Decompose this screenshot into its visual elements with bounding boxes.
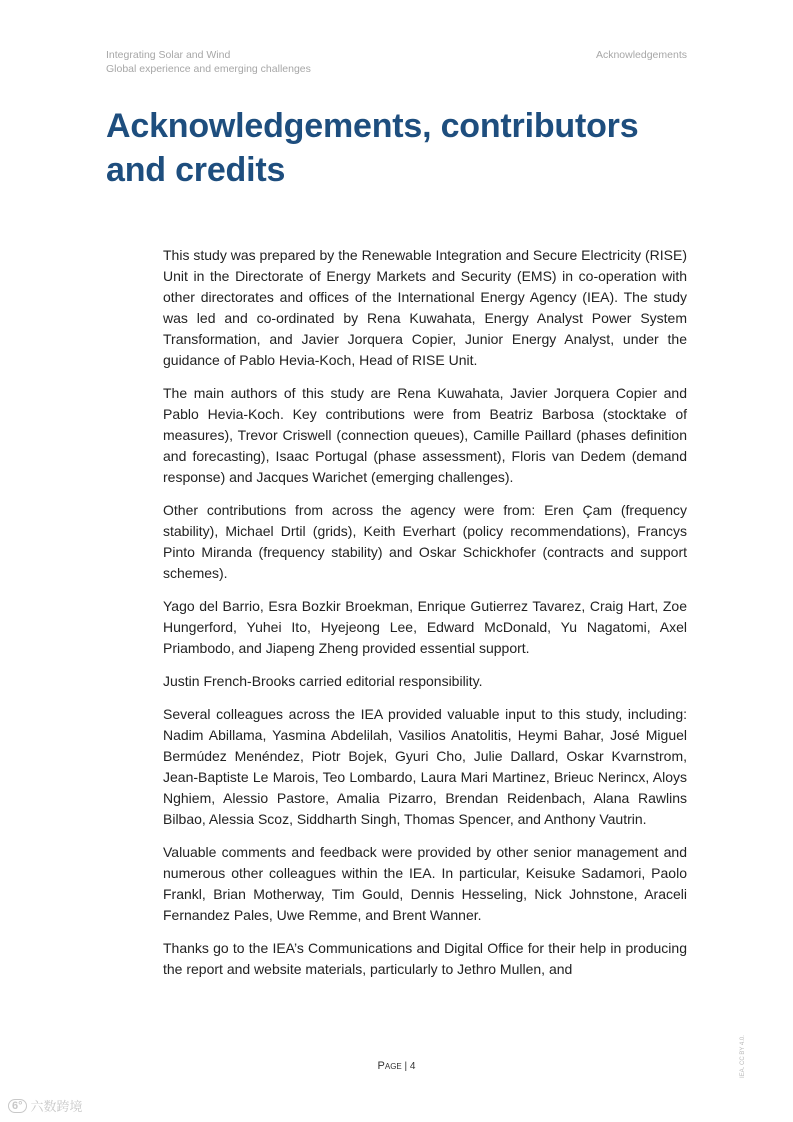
- license-note: IEA. CC BY 4.0.: [740, 1035, 746, 1078]
- page-number-footer: [0, 1060, 793, 1072]
- watermark-text: 六数跨境: [30, 1099, 83, 1114]
- paragraph-comments-feedback: Valuable comments and feedback were provided by other senior management and numerous other colleagues within the IEA. In particular, Keisuke Sadamori, Paolo Frankl, Brian Motherway, Tim Gould, Dennis Hesseling, Nick Johnstone, Araceli Fernandez Pales, Uwe Remme, and Brent Wanner.: [163, 844, 687, 923]
- paragraph-colleagues-input: Several colleagues across the IEA provided valuable input to this study, including: Nadim Abillama, Yasmina Abdelilah, Vasilios Anatolitis, Heymi Bahar, José Miguel Bermúdez Menéndez, Piotr Bojek, Gyuri Cho, Julie Dallard, Oskar Kvarnstrom, Jean-Baptiste Le Marois, Teo Lombardo, Laura Mari Martinez, Brieuc Nerincx, Aloys Nghiem, Alessio Pastore, Amalia Pizarro, Brendan Reidenbach, Alana Rawlins Bilbao, Alessia Scoz, Siddharth Singh, Thomas Spencer, and Anthony Vautrin.: [163, 706, 687, 827]
- running-header-left: [106, 48, 311, 76]
- paragraph-prepared-by: This study was prepared by the Renewable Integration and Secure Electricity (RISE) Unit in the Directorate of Energy Markets and Security (EMS) in co-operation with other directorates and offices of the International Energy Agency (IEA). The study was led and co-ordinated by Rena Kuwahata, Energy Analyst Power System Transformation, and Javier Jorquera Copier, Junior Energy Analyst, under the guidance of Pablo Hevia-Koch, Head of RISE Unit.: [163, 247, 687, 368]
- page-title-line-1: Acknowledgements, contributors: [106, 107, 639, 145]
- page-title-line-2: and credits: [106, 151, 286, 189]
- page-label: Page: [377, 1060, 402, 1072]
- section-label: Acknowledgements: [595, 49, 687, 61]
- page-number: | 4: [404, 1061, 416, 1072]
- report-title: Integrating Solar and Wind: [106, 49, 231, 61]
- report-subtitle: Global experience and emerging challenges: [106, 63, 311, 75]
- body-text: [163, 245, 687, 992]
- watermark: [8, 1096, 83, 1115]
- paragraph-essential-support: Yago del Barrio, Esra Bozkir Broekman, Enrique Gutierrez Tavarez, Craig Hart, Zoe Hungerford, Yuhei Ito, Hyejeong Lee, Edward McDonald, Yu Nagatomi, Axel Priambodo, and Jiapeng Zheng provided essential support.: [163, 598, 687, 656]
- paragraph-main-authors: The main authors of this study are Rena Kuwahata, Javier Jorquera Copier and Pablo Hevia-Koch. Key contributions were from Beatriz Barbosa (stocktake of measures), Trevor Criswell (connection queues), Camille Paillard (phases definition and forecasting), Isaac Portugal (phase assessment), Floris van Dedem (demand response) and Jacques Warichet (emerging challenges).: [163, 385, 687, 485]
- paragraph-thanks: Thanks go to the IEA’s Communications and Digital Office for their help in producing the report and website materials, particularly to Jethro Mullen, and: [163, 940, 687, 977]
- page-title: [106, 104, 706, 192]
- paragraph-other-contributions: Other contributions from across the agency were from: Eren Çam (frequency stability), Michael Drtil (grids), Keith Everhart (policy recommendations), Francys Pinto Miranda (frequency stability) and Oskar Schickhofer (contracts and support schemes).: [163, 502, 687, 581]
- paragraph-editorial: Justin French-Brooks carried editorial responsibility.: [163, 673, 483, 689]
- watermark-logo-icon: 6°: [8, 1099, 27, 1113]
